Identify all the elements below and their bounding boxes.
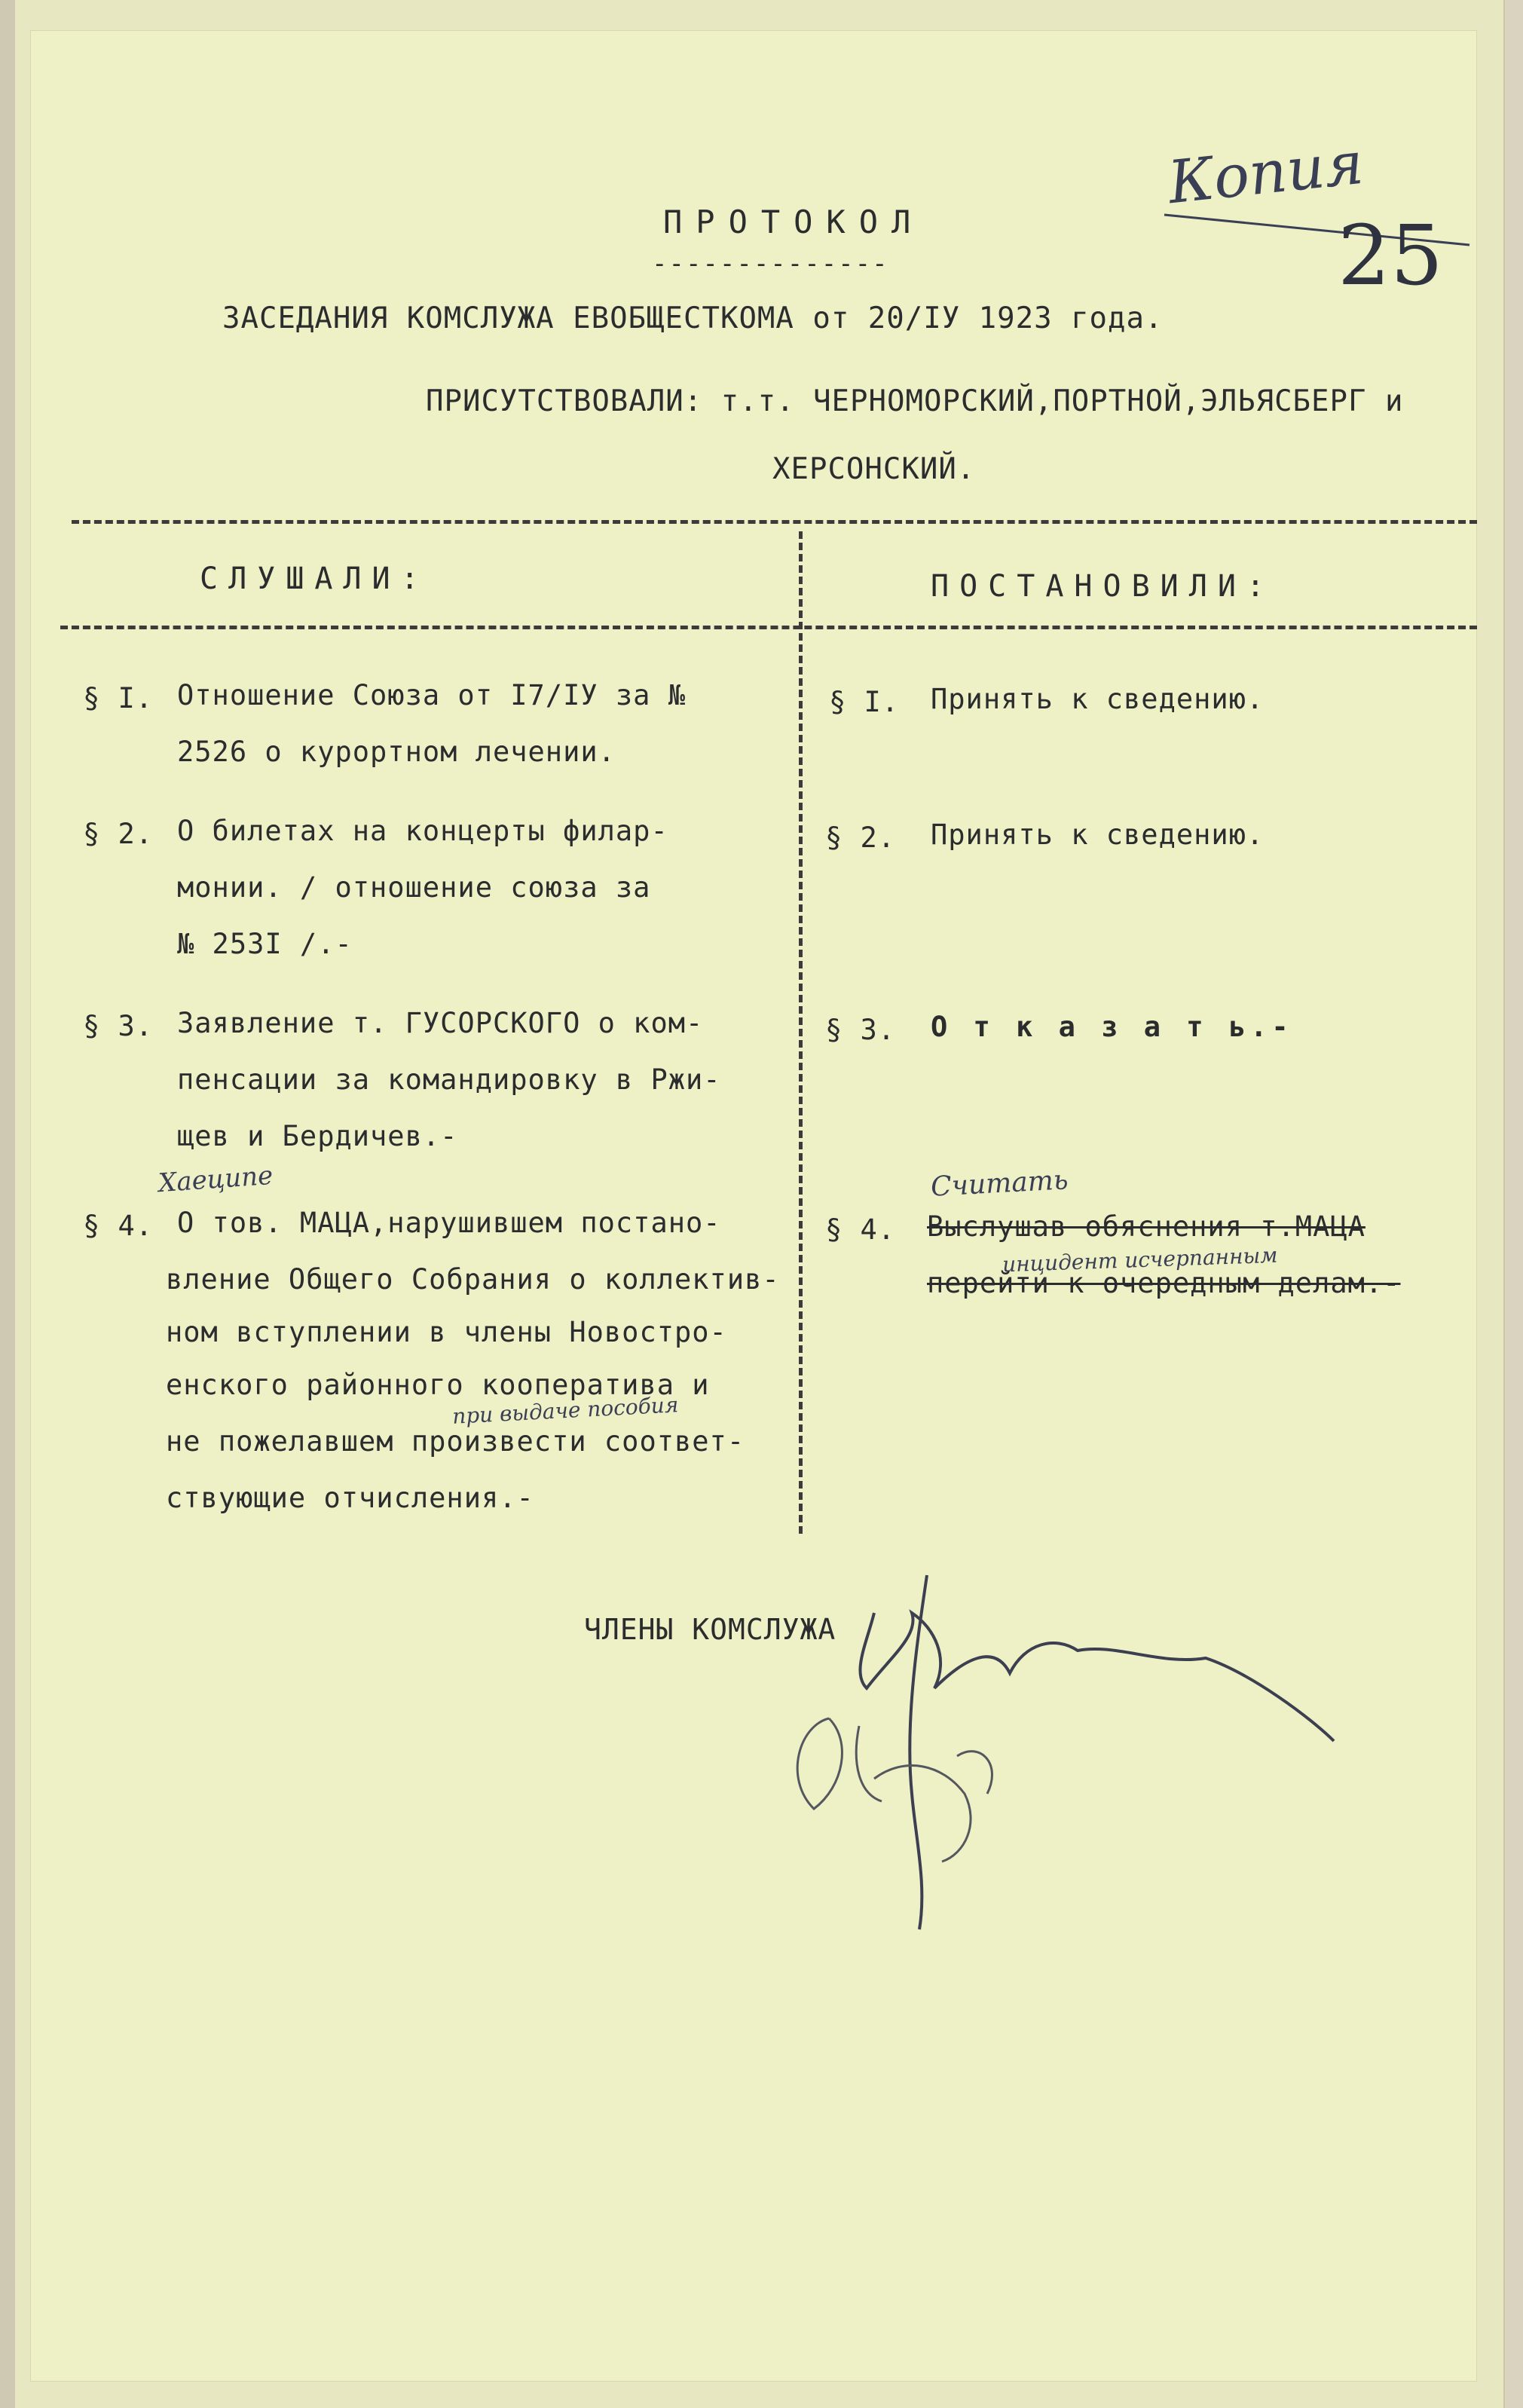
item-4-heard-line-2: вление Общего Собрания о коллектив- [166,1263,780,1296]
item-4-heard-line-6: ствующие отчисления.- [166,1482,534,1514]
decision-1-line-1: Принять к сведению. [931,683,1265,715]
column-decided-header: ПОСТАНОВИЛИ: [931,569,1275,604]
item-3-heard-line-2: пенсации за командировку в Ржи- [177,1063,721,1096]
item-2-heard-line-2: монии. / отношение союза за [177,871,651,904]
column-heard-header: СЛУШАЛИ: [200,561,430,596]
item-4-heard-line-1: О тов. МАЦА,нарушившем постано- [177,1207,721,1239]
item-3-heard-line-1: Заявление т. ГУСОРСКОГО о ком- [177,1007,704,1039]
column-divider [799,531,803,1534]
decision-3-line-1: О т к а з а т ь.- [931,1011,1293,1043]
meeting-subtitle: ЗАСЕДАНИЯ КОМСЛУЖА ЕВОБЩЕСТКОМА от 20/IУ 1923 года. [222,301,1164,335]
handwritten-decision-4-above: Считать [930,1164,1069,1203]
item-4-heard-line-4: енского районного кооператива и [166,1369,710,1401]
signature-scribbles [739,1568,1341,1975]
item-2-heard-line-3: № 253I /.- [177,928,353,960]
handwritten-copy-mark: Копия [1165,129,1367,218]
handwritten-decision-4-between: инцидент исчерпанным [1002,1242,1278,1277]
decision-3-number: § 3. [825,1014,896,1046]
item-1-heard-line-1: Отношение Союза от I7/IУ за № [177,679,687,711]
document-page [30,30,1477,2382]
decision-1-number: § I. [829,686,900,718]
present-line-2: ХЕРСОНСКИЙ. [772,452,976,486]
handwritten-page-number: 25 [1338,207,1443,304]
title-underline: -------------- [652,249,889,279]
item-1-heard-line-2: 2526 о курортном лечении. [177,736,616,768]
item-3-number: § 3. [83,1010,154,1042]
item-4-heard-line-5: не пожелавшем произвести соответ- [166,1425,745,1458]
decision-2-number: § 2. [825,822,896,854]
item-4-heard-line-3: ном вступлении в члены Новостро- [166,1316,727,1348]
present-line-1: ПРИСУТСТВОВАЛИ: т.т. ЧЕРНОМОРСКИЙ,ПОРТНОЙ,ЭЛЬЯСБЕРГ и [426,384,1404,418]
decision-2-line-1: Принять к сведению. [931,818,1265,851]
members-label: ЧЛЕНЫ КОМСЛУЖА [584,1613,836,1646]
handwritten-item-4-between-lines: при выдаче пособия [451,1392,680,1429]
decision-4-line-2: перейти к очередным делам.- [927,1267,1401,1299]
decision-4-number: § 4. [825,1213,896,1246]
item-3-heard-line-3: щев и Бердичев.- [177,1120,458,1152]
document-title: ПРОТОКОЛ [663,203,925,240]
table-top-rule [72,520,1477,524]
item-4-number: § 4. [83,1210,154,1242]
handwritten-item-4-insertion: Хаеципе [157,1160,274,1199]
item-2-heard-line-1: О билетах на концерты филар- [177,815,668,847]
decision-4-line-1: Выслушав обяснения т.МАЦА [927,1210,1366,1243]
item-1-number: § I. [83,682,154,714]
item-2-number: § 2. [83,818,154,850]
header-bottom-rule [60,626,1477,629]
